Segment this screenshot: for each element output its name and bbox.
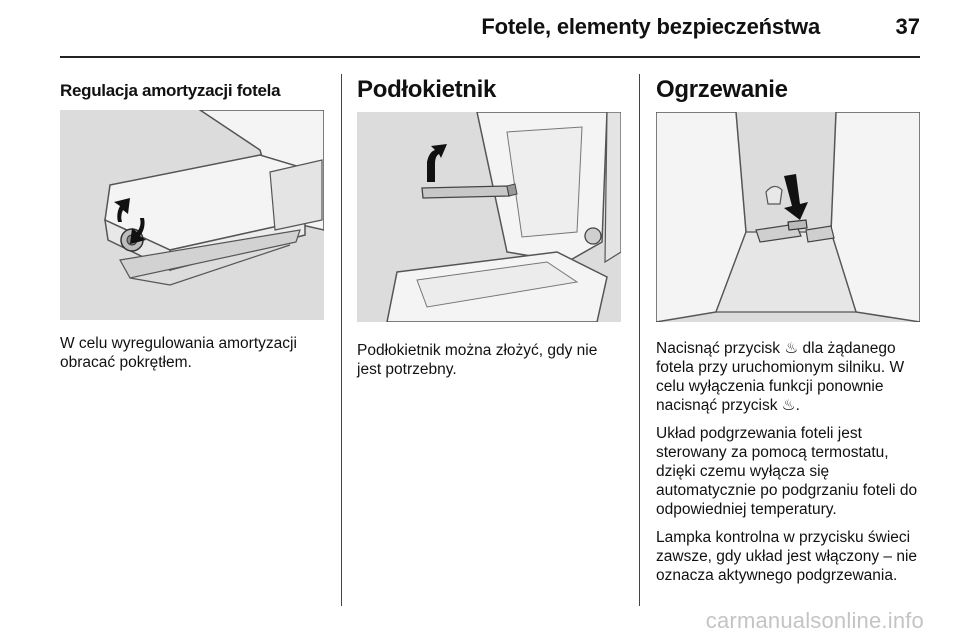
press-down-arrow-icon	[656, 112, 920, 322]
body-armrest	[357, 341, 625, 388]
section-title-seat-damping: Regulacja amortyzacji fotela	[60, 81, 281, 100]
column-divider-1	[341, 74, 342, 606]
paragraph: Nacisnąć przycisk ♨ dla żądanego fotela przy uruchomionym silniku. W celu wyłączenia funkcji ponownie nacisnąć przycisk ♨.	[656, 340, 905, 414]
paragraph: Podłokietnik można złożyć, gdy nie jest potrzebny.	[357, 342, 598, 378]
paragraph: W celu wyregulowania amortyzacji obracać pokrętłem.	[60, 335, 297, 371]
section-title-armrest: Podłokietnik	[357, 76, 497, 103]
column-armrest	[357, 70, 621, 110]
column-seat-damping	[60, 78, 324, 104]
paragraph: Układ podgrzewania foteli jest sterowany za pomocą termostatu, dzięki czemu wyłącza się automatycznie po podgrzaniu foteli do odpowiedniej temperatury.	[656, 425, 918, 518]
section-title-heating: Ogrzewanie	[656, 76, 788, 103]
header-title: Fotele, elementy bezpieczeństwa	[481, 14, 820, 39]
header-rule	[60, 56, 920, 58]
body-seat-damping	[60, 334, 328, 381]
body-heating	[656, 339, 924, 594]
watermark: carmanualsonline.info	[705, 608, 924, 633]
fold-up-arrow-icon	[357, 112, 621, 322]
page-number: 37	[895, 14, 920, 39]
rotate-arrow-icon	[60, 110, 324, 320]
figure-armrest	[357, 112, 621, 322]
paragraph: Lampka kontrolna w przycisku świeci zawsze, gdy układ jest włączony – nie oznacza aktywnego podgrzewania.	[656, 529, 918, 584]
figure-heating-button	[656, 112, 920, 322]
figure-seat-damping-knob	[60, 110, 324, 320]
column-divider-2	[639, 74, 640, 606]
column-heating	[656, 70, 920, 110]
